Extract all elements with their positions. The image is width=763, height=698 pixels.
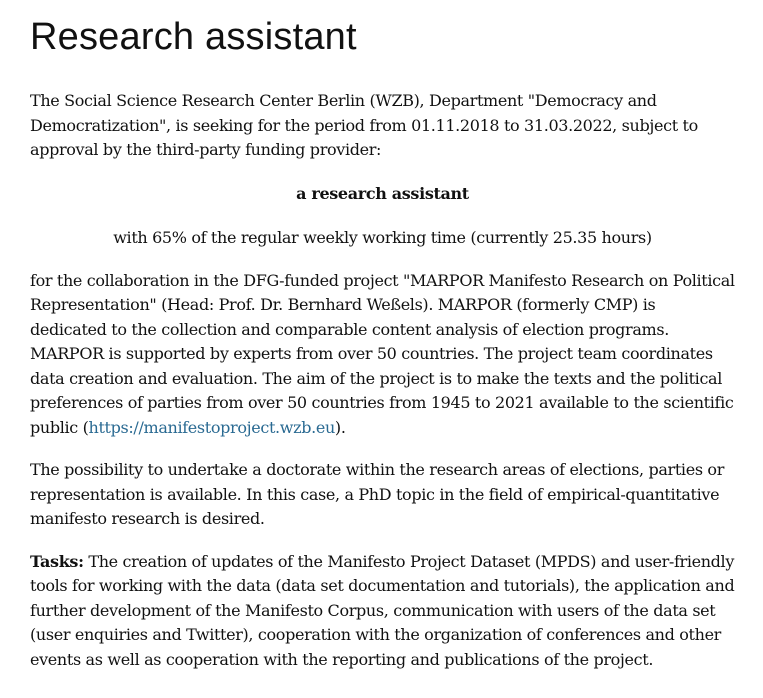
tasks-text: The creation of updates of the Manifesto Project Dataset (MPDS) and user-friendly tools for working with the data (data set documentation and tutorials), the application and further development of the Manifesto Corpus, communication with users of the data set (user enquiries and Twitter), cooperation with the organization of conferences and other events as well as cooperation with the reporting and publications of the project.	[30, 551, 735, 669]
project-text-after-link: ).	[334, 417, 346, 437]
tasks-label: Tasks:	[30, 551, 84, 571]
manifesto-project-link[interactable]: https://manifestoproject.wzb.eu	[88, 417, 335, 437]
position-title: a research assistant	[296, 183, 469, 203]
job-posting	[30, 0, 735, 672]
intro-paragraph: The Social Science Research Center Berlin (WZB), Department "Democracy and Democratization", is seeking for the period from 01.11.2018 to 31.03.2022, subject to approval by the third-party funding provider:	[30, 91, 698, 159]
project-text-before-link: for the collaboration in the DFG-funded project "MARPOR Manifesto Research on Political Representation" (Head: Prof. Dr. Bernhard Weßels). MARPOR (formerly CMP) is dedicated to the collection and comparable content analysis of election programs. MARPOR is supported by experts from over 50 countries. The project team coordinates data creation and evaluation. The aim of the project is to make the texts and the political preferences of parties from over 50 countries from 1945 to 2021 available to the scientific public (	[30, 270, 735, 437]
page-title: Research assistant	[30, 16, 357, 58]
tasks-paragraph	[30, 550, 735, 673]
doctorate-paragraph: The possibility to undertake a doctorate within the research areas of elections, parties or representation is available. In this case, a PhD topic in the field of empirical-quantitative manifesto research is desired.	[30, 460, 724, 528]
working-time: with 65% of the regular weekly working time (currently 25.35 hours)	[113, 228, 652, 247]
project-paragraph	[30, 269, 735, 441]
